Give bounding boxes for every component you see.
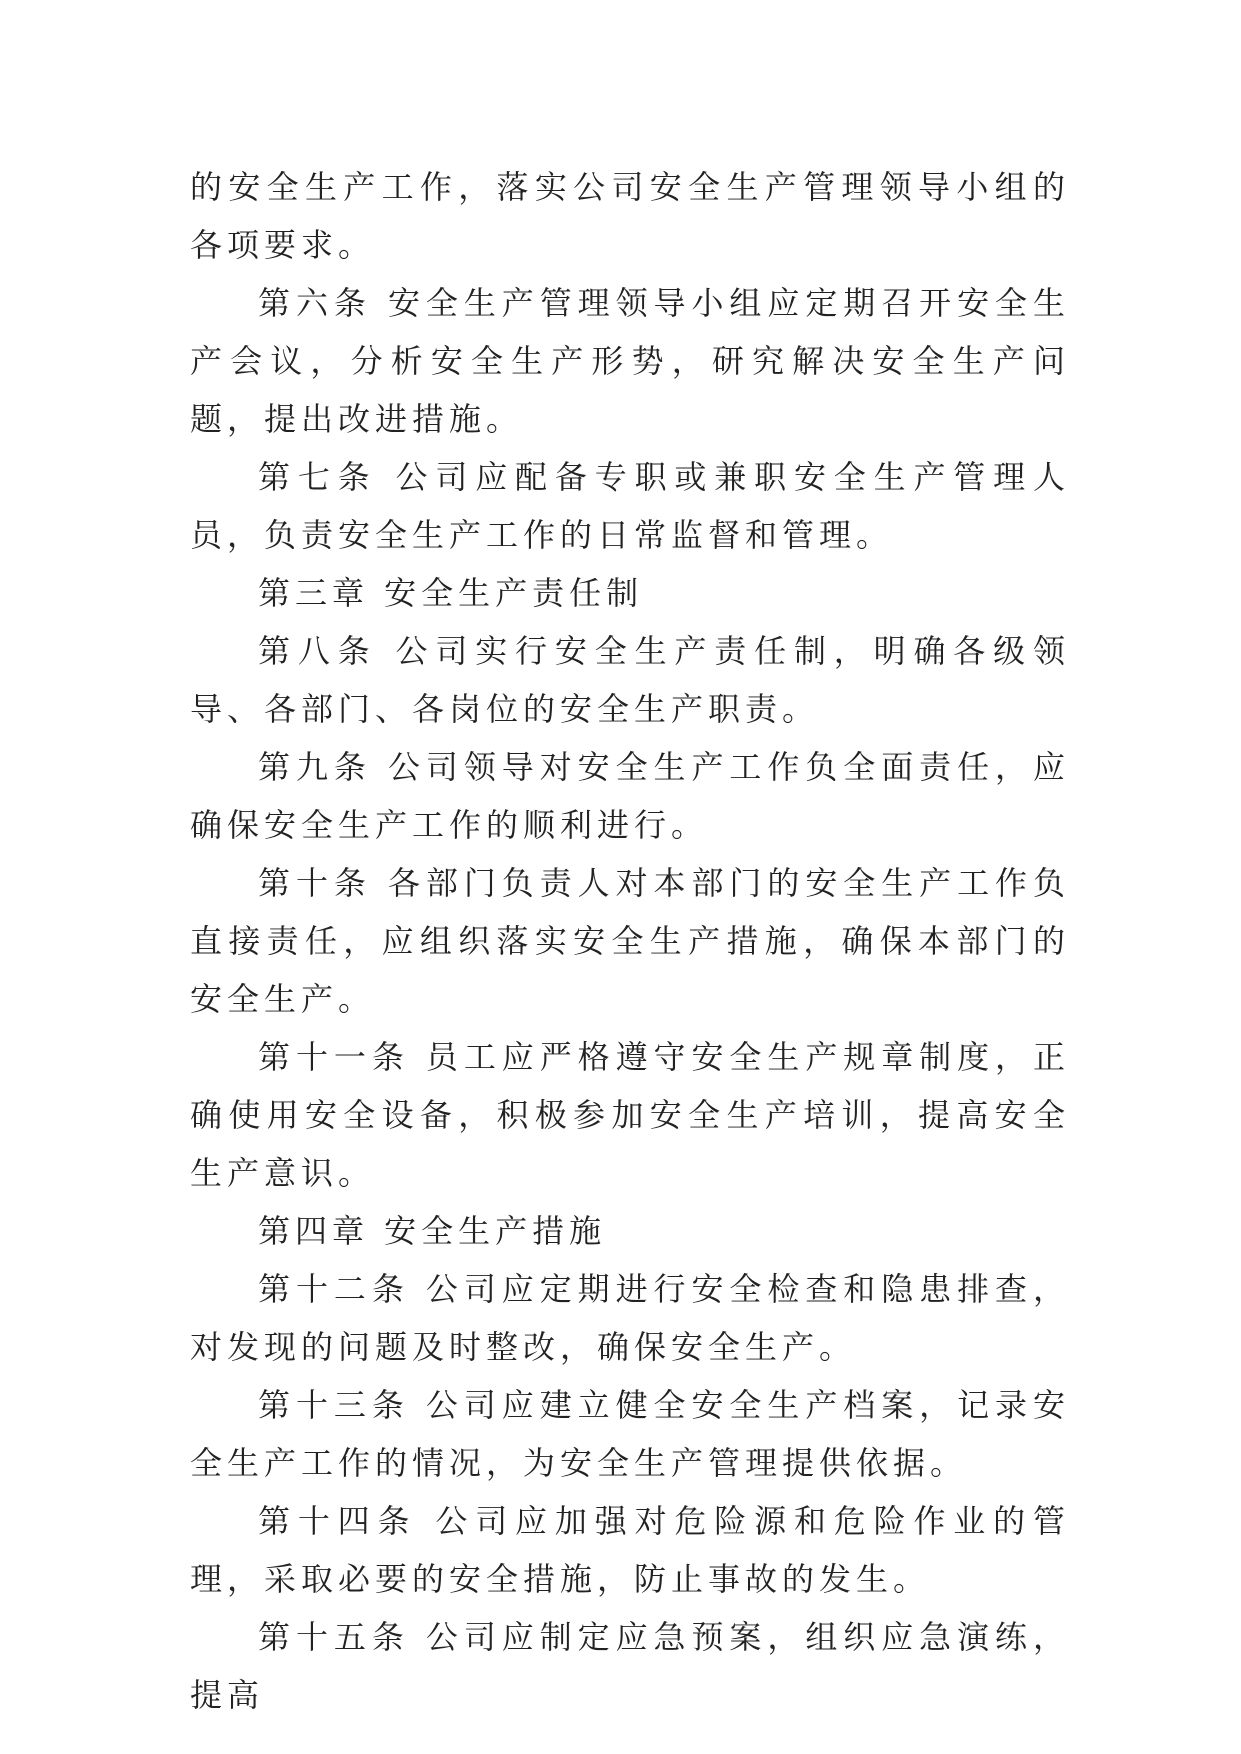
document-body xyxy=(190,158,1070,1724)
article-6-paragraph: 第六条 安全生产管理领导小组应定期召开安全生产会议，分析安全生产形势，研究解决安全生产问题，提出改进措施。 xyxy=(190,284,1070,438)
article-11-paragraph: 第十一条 员工应严格遵守安全生产规章制度，正确使用安全设备，积极参加安全生产培训，提高安全生产意识。 xyxy=(190,1038,1070,1192)
article-8-paragraph: 第八条 公司实行安全生产责任制，明确各级领导、各部门、各岗位的安全生产职责。 xyxy=(190,632,1070,728)
article-9-paragraph: 第九条 公司领导对安全生产工作负全面责任，应确保安全生产工作的顺利进行。 xyxy=(190,748,1070,844)
chapter-3-heading: 第三章 安全生产责任制 xyxy=(258,574,644,612)
article-14-paragraph: 第十四条 公司应加强对危险源和危险作业的管理，采取必要的安全措施，防止事故的发生。 xyxy=(190,1502,1070,1598)
article-13-paragraph: 第十三条 公司应建立健全安全生产档案，记录安全生产工作的情况，为安全生产管理提供依据。 xyxy=(190,1386,1070,1482)
article-7-paragraph: 第七条 公司应配备专职或兼职安全生产管理人员，负责安全生产工作的日常监督和管理。 xyxy=(190,458,1070,554)
chapter-4-heading: 第四章 安全生产措施 xyxy=(258,1212,607,1250)
article-10-paragraph: 第十条 各部门负责人对本部门的安全生产工作负直接责任，应组织落实安全生产措施，确保本部门的安全生产。 xyxy=(190,864,1070,1018)
paragraph-continuation: 的安全生产工作，落实公司安全生产管理领导小组的各项要求。 xyxy=(190,168,1070,264)
article-12-paragraph: 第十二条 公司应定期进行安全检查和隐患排查，对发现的问题及时整改，确保安全生产。 xyxy=(190,1270,1070,1366)
article-15-paragraph: 第十五条 公司应制定应急预案，组织应急演练，提高 xyxy=(190,1618,1070,1714)
